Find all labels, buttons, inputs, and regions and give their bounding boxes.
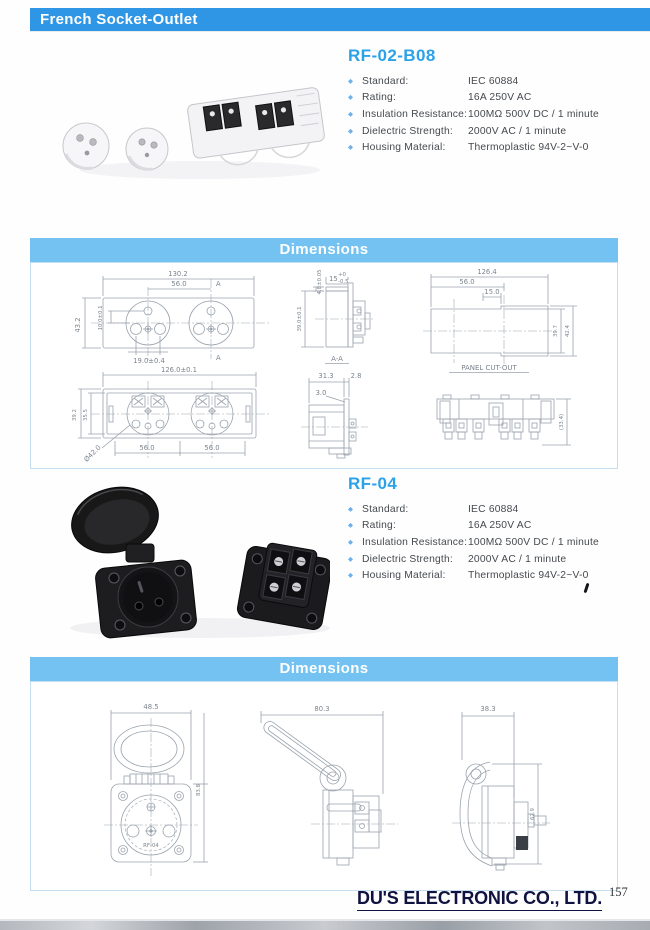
spec-label: Standard: [362, 503, 409, 515]
spec-label: Rating: [362, 92, 397, 104]
spec-row [348, 106, 640, 123]
spec-label: Dielectric Strength: [362, 125, 453, 137]
section-mark-bottom: A [216, 354, 221, 362]
spec-bullet-icon [348, 537, 362, 548]
rf04-rear-unit [236, 539, 330, 631]
dim-cap-length: 15 [329, 275, 338, 283]
panel-cutout-label: PANEL CUT-OUT [461, 364, 517, 372]
dim-earth-offset: 10.0±0.1 [98, 305, 104, 331]
spec-bullet-icon [348, 554, 362, 565]
dim-cap-depth: 4.8±0.05 [317, 269, 323, 295]
section-mark-top: A [216, 280, 221, 288]
rf02-product-photo [30, 58, 330, 188]
dim-top-height: (33.4) [559, 413, 565, 431]
spec-bullet-icon [348, 504, 362, 515]
spec-row [348, 567, 640, 584]
product-model-rf04: RF-04 [348, 474, 398, 493]
dim-rear-h-inner: 35.5 [83, 408, 89, 422]
spec-value: 2000V AC / 1 minute [468, 553, 567, 565]
scan-speck [584, 583, 590, 593]
rf02-section-drawing [293, 265, 428, 367]
spec-label: Rating: [362, 520, 397, 532]
dimensions-banner-rf04 [30, 657, 618, 681]
dim-cap-tol-plus: +0 [338, 272, 346, 278]
dim-cutout-centers: 56.0 [459, 278, 475, 286]
dimensions-label: Dimensions [279, 241, 369, 258]
dim-side-lip: 3.0 [315, 389, 327, 397]
spec-row [348, 73, 640, 90]
spec-row [348, 551, 640, 568]
rf02-panel-cutout-drawing [423, 265, 615, 377]
spec-label: Standard: [362, 75, 409, 87]
rf02-dimensions-box [30, 262, 618, 469]
company-name: DU'S ELECTRONIC CO., LTD. [357, 888, 602, 911]
spec-row [348, 123, 640, 140]
spec-row [348, 501, 640, 518]
rf02-side-view-drawing [293, 365, 433, 465]
spec-value: 100MΩ 500V DC / 1 minute [468, 108, 599, 120]
scan-edge-band [0, 919, 650, 930]
spec-value: IEC 60884 [468, 75, 519, 87]
dim-height: 43.2 [74, 317, 82, 333]
terminal-block-group [499, 419, 540, 439]
rf02-front-view-drawing [56, 265, 311, 367]
spec-value: 16A 250V AC [468, 92, 532, 104]
spec-bullet-icon [348, 92, 362, 103]
spec-value: 100MΩ 500V DC / 1 minute [468, 536, 599, 548]
dim-cutout-notch: 15.0 [484, 288, 500, 296]
dim-rf04-width: 48.5 [143, 703, 159, 711]
spec-bullet-icon [348, 520, 362, 531]
rf04-model-label: RF-04 [143, 843, 159, 849]
dim-rear-diameter: Ø42.0 [82, 443, 103, 464]
rf04-closed-side-drawing [446, 690, 616, 880]
rf02-rear-view-drawing [56, 363, 311, 466]
dimensions-label: Dimensions [279, 660, 369, 677]
spec-label: Housing Material: [362, 142, 446, 154]
product-model-rf02: RF-02-B08 [348, 46, 436, 65]
rf02-spec-panel [348, 46, 640, 156]
dim-cutout-h2: 42.4 [565, 324, 571, 338]
dim-rear-c2: 56.0 [204, 444, 220, 452]
dim-rf04-closed-height: 62.9 [530, 807, 536, 821]
dim-cap-tol-minus: -0.5 [338, 279, 349, 285]
page-number: 157 [609, 885, 628, 899]
dim-cutout-h1: 39.7 [553, 324, 559, 338]
rf04-open-unit [65, 478, 198, 639]
spec-bullet-icon [348, 109, 362, 120]
spec-row [348, 518, 640, 535]
rf02-top-view-drawing [429, 371, 615, 465]
page-title: French Socket-Outlet [40, 11, 198, 28]
spec-label: Housing Material: [362, 570, 446, 582]
spec-value: 16A 250V AC [468, 520, 532, 532]
spec-label: Dielectric Strength: [362, 553, 453, 565]
dim-side-flange: 2.8 [350, 372, 362, 380]
spec-bullet-icon [348, 76, 362, 87]
spec-value: Thermoplastic 94V-2~V-0 [468, 570, 589, 582]
spec-label: Insulation Resistance: [362, 536, 468, 548]
dim-cutout-width: 126.4 [477, 268, 497, 276]
dim-rear-width: 126.0±0.1 [161, 366, 197, 374]
dim-centers: 56.0 [171, 280, 187, 288]
dim-section-height: 39.0±0.1 [297, 306, 303, 332]
spec-row [348, 90, 640, 107]
dim-side-depth: 31.3 [318, 372, 334, 380]
spec-label: Insulation Resistance: [362, 108, 468, 120]
terminal-block-group [443, 419, 484, 439]
spec-row [348, 139, 640, 156]
rf04-front-view-drawing [86, 690, 251, 882]
dim-rf04-open-width: 80.3 [314, 705, 330, 713]
spec-bullet-icon [348, 142, 362, 153]
dim-rf04-height: 83.8 [196, 783, 202, 797]
dim-pin-pitch: 19.0±0.4 [133, 357, 165, 365]
rf04-spec-panel [348, 474, 640, 584]
section-label: A-A [331, 355, 343, 363]
dim-overall-width: 130.2 [168, 270, 188, 278]
spec-value: Thermoplastic 94V-2~V-0 [468, 142, 589, 154]
spec-value: IEC 60884 [468, 503, 519, 515]
spec-row [348, 534, 640, 551]
rf04-dimensions-box [30, 681, 618, 891]
rf04-open-side-drawing [253, 690, 423, 880]
dim-rear-c1: 56.0 [139, 444, 155, 452]
dim-rf04-closed-width: 38.3 [480, 705, 496, 713]
spec-value: 2000V AC / 1 minute [468, 125, 567, 137]
header-banner [30, 8, 650, 31]
rf04-product-photo [40, 468, 330, 653]
dim-rear-h-outer: 39.2 [72, 408, 78, 422]
dimensions-banner-rf02 [30, 238, 618, 262]
spec-bullet-icon [348, 126, 362, 137]
spec-bullet-icon [348, 570, 362, 581]
